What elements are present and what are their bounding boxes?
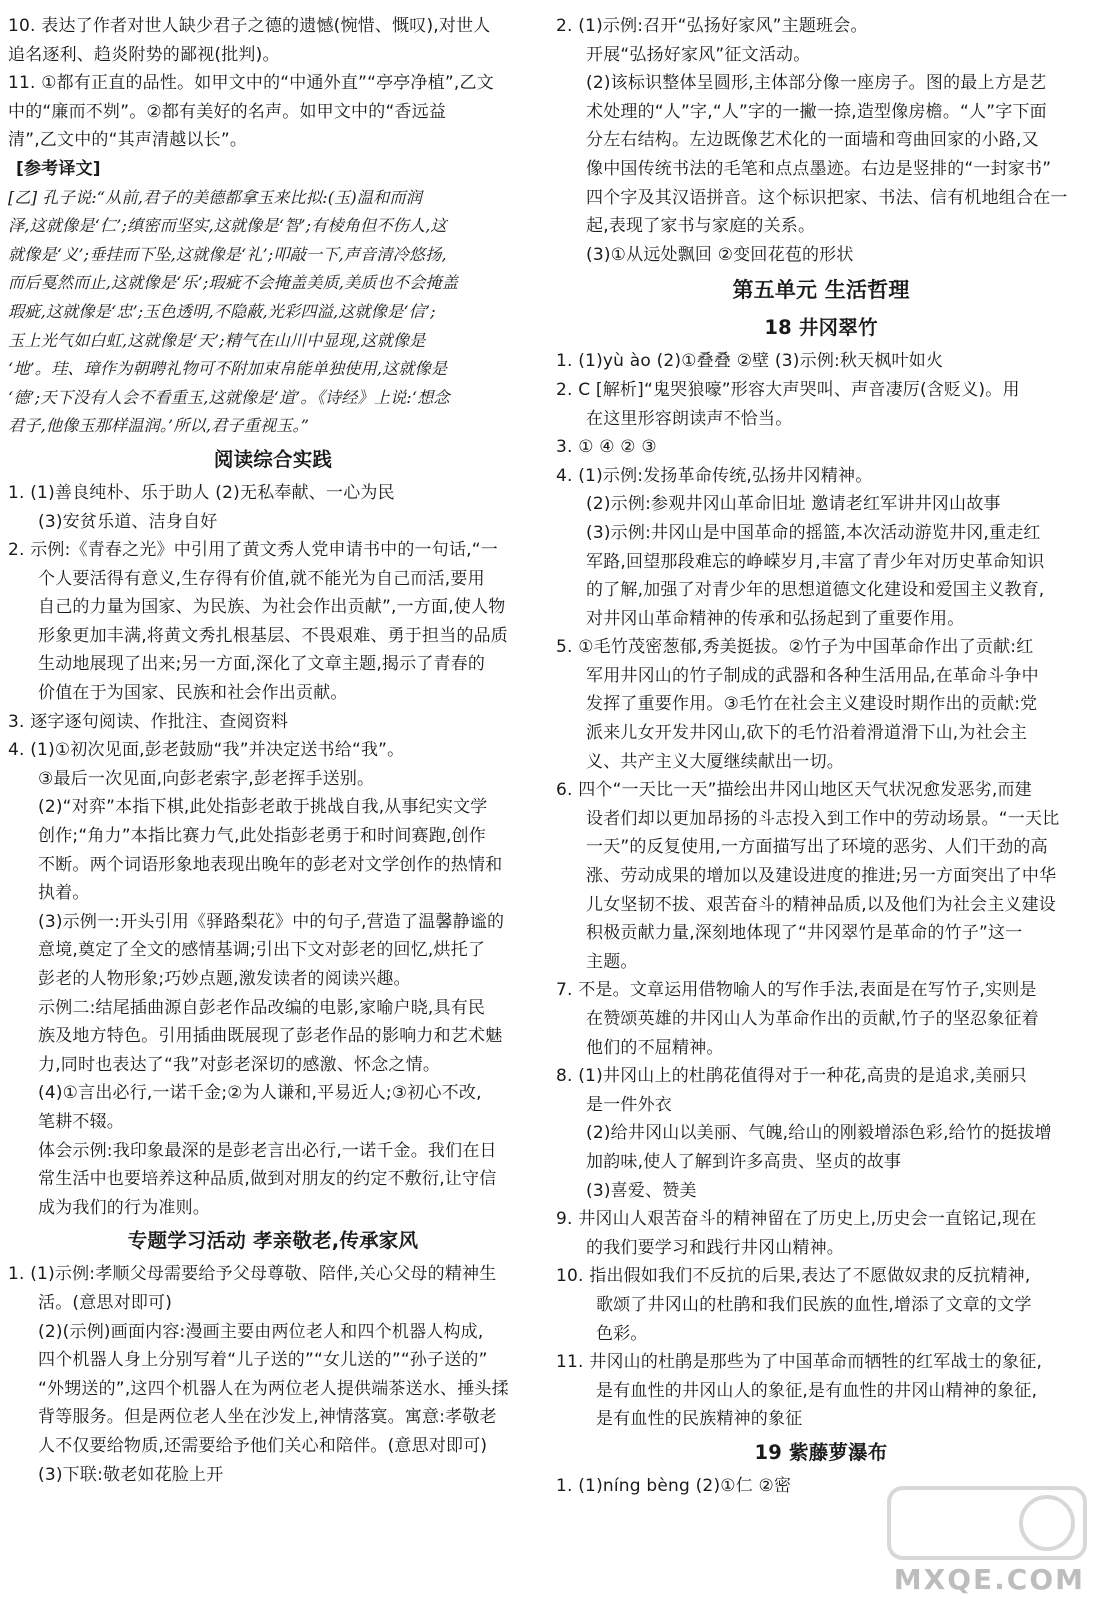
- text-line: 笔耕不辍。: [38, 1111, 124, 1132]
- text-line: 4. (1)示例:发扬革命传统,弘扬井冈精神。: [556, 465, 873, 486]
- text-line: 活。(意思对即可): [38, 1292, 173, 1313]
- section-title-reading-practice: 阅读综合实践: [213, 447, 333, 471]
- text-line: 背等服务。但是两位老人坐在沙发上,神情落寞。寓意:孝敬老: [38, 1407, 497, 1428]
- text-line: 1. (1)示例:孝顺父母需要给予父母尊敬、陪伴,关心父母的精神生: [8, 1264, 497, 1285]
- lesson-19-title: 19 紫藤萝瀑布: [754, 1440, 888, 1464]
- text-line: 泽,这就像是‘仁’;缜密而坚实,这就像是‘智’;有棱角但不伤人,这: [8, 216, 447, 236]
- text-line: (3)①从远处飘回 ②变回花苞的形状: [586, 244, 854, 265]
- text-line: 形象更加丰满,将黄文秀扎根基层、不畏艰难、勇于担当的品质: [38, 625, 509, 646]
- text-line: 2. 示例:《青春之光》中引用了黄文秀人党申请书中的一句话,“一: [8, 540, 498, 561]
- text-line: 示例二:结尾插曲源自彭老作品改编的电影,家喻户晓,具有民: [38, 997, 486, 1018]
- text-line: 四个字及其汉语拼音。这个标识把家、书法、信有机地组合在一: [586, 187, 1068, 208]
- text-line: (2)该标识整体呈圆形,主体部分像一座房子。图的最上方是艺: [586, 73, 1047, 94]
- text-line: 军用井冈山的竹子制成的武器和各种生活用品,在革命斗争中: [586, 665, 1039, 686]
- text-line: 个人要活得有意义,生存得有价值,就不能光为自己而活,要用: [38, 568, 485, 589]
- text-line: 1. (1)善良纯朴、乐于助人 (2)无私奉献、一心为民: [8, 482, 395, 503]
- reference-translation: [8, 184, 538, 441]
- text-line: (2)“对弈”本指下棋,此处指彭老敢于挑战自我,从事纪实文学: [38, 797, 488, 818]
- text-line: 在赞颂英雄的井冈山人为革命作出的贡献,竹子的坚忍象征着: [586, 1009, 1039, 1029]
- left-column: [8, 12, 538, 1489]
- text-line: (3)下联:敬老如花脸上开: [38, 1464, 224, 1485]
- text-line: 儿女坚韧不拔、艰苦奋斗的精神品质,以及他们为社会主义建设: [586, 894, 1057, 915]
- text-line: 价值在于为国家、民族和社会作出贡献。: [38, 683, 348, 704]
- text-line: 积极贡献力量,深刻地体现了“井冈翠竹是革命的竹子”这一: [586, 923, 1023, 944]
- text-line: 体会示例:我印象最深的是彭老言出必行,一诺千金。我们在日: [38, 1140, 497, 1161]
- text-line: 3. 逐字逐句阅读、作批注、查阅资料: [8, 711, 289, 732]
- text-line: 4. (1)①初次见面,彭老鼓励“我”并决定送书给“我”。: [8, 740, 405, 761]
- text-line: 生动地展现了出来;另一方面,深化了文章主题,揭示了青春的: [38, 654, 486, 675]
- text-line: “外甥送的”,这四个机器人在为两位老人提供端茶送水、捶头揉: [38, 1378, 509, 1399]
- text-line: 军路,回望那段难忘的峥嵘岁月,丰富了青少年对历史革命知识: [586, 551, 1045, 572]
- text-line: 的了解,加强了对青少年的思想道德文化建设和爱国主义教育,: [586, 580, 1045, 601]
- text-line: 自己的力量为国家、为民族、为社会作出贡献”,一方面,使人物: [38, 597, 506, 618]
- text-line: (3)示例一:开头引用《驿路梨花》中的句子,营造了温馨静谧的: [38, 911, 505, 932]
- text-line: (3)喜爱、赞美: [586, 1180, 697, 1201]
- text-line: 执着。: [38, 883, 90, 904]
- text-line: 色彩。: [596, 1323, 648, 1344]
- text-line: 常生活中也要培养这种品质,做到对朋友的约定不敷衍,让守信: [38, 1169, 497, 1190]
- text-line: 是有血性的民族精神的象征: [596, 1409, 803, 1430]
- text-line: 11. ①都有正直的品性。如甲文中的“中通外直”“亭亭净植”,乙文: [8, 73, 494, 94]
- answers-10-11: [8, 12, 538, 155]
- text-line: [乙] 孔子说:“从前,君子的美德都拿玉来比拟:(玉)温和而润: [8, 187, 422, 207]
- text-line: 1. (1)yù ào (2)①叠叠 ②壁 (3)示例:秋天枫叶如火: [556, 351, 944, 372]
- reading-practice-answers: [8, 479, 538, 1222]
- text-line: 10. 指出假如我们不反抗的后果,表达了不愿做奴隶的反抗精神,: [556, 1266, 1031, 1287]
- right-column: [556, 12, 1086, 1501]
- text-line: 成为我们的行为准则。: [38, 1197, 210, 1218]
- text-line: 开展“弘扬好家风”征文活动。: [586, 44, 811, 65]
- text-line: 是有血性的井冈山人的象征,是有血性的井冈山精神的象征,: [596, 1380, 1038, 1401]
- text-line: 清”,乙文中的“其声清越以长”。: [8, 130, 248, 151]
- text-line: (4)①言出必行,一诺千金;②为人谦和,平易近人;③初心不改,: [38, 1083, 482, 1104]
- text-line: 是一件外衣: [586, 1094, 672, 1115]
- text-line: 7. 不是。文章运用借物喻人的写作手法,表面是在写竹子,实则是: [556, 980, 1037, 1001]
- family-tradition-answers: [8, 1260, 538, 1489]
- text-line: 中的“廉而不刿”。②都有美好的名声。如甲文中的“香远益: [8, 101, 447, 122]
- text-line: 主题。: [586, 951, 638, 972]
- text-line: 的我们要学习和践行井冈山精神。: [586, 1237, 844, 1258]
- text-line: 追名逐利、趋炎附势的鄙视(批判)。: [8, 44, 280, 65]
- text-line: 5. ①毛竹茂密葱郁,秀美挺拔。②竹子为中国革命作出了贡献:红: [556, 637, 1034, 658]
- section-title-family-tradition: 专题学习活动 孝亲敬老,传承家风: [127, 1229, 419, 1253]
- text-line: 11. 井冈山的杜鹃是那些为了中国革命而牺牲的红军战士的象征,: [556, 1352, 1043, 1373]
- text-line: 意境,奠定了全文的感情基调;引出下文对彭老的回忆,烘托了: [38, 940, 486, 961]
- text-line: 族及地方特色。引用插曲既展现了彭老作品的影响力和艺术魅: [38, 1026, 503, 1047]
- text-line: 彭老的人物形象;巧妙点题,激发读者的阅读兴趣。: [38, 969, 411, 989]
- text-line: 1. (1)níng bèng (2)①仁 ②密: [556, 1475, 792, 1496]
- text-line: 9. 井冈山人艰苦奋斗的精神留在了历史上,历史会一直铭记,现在: [556, 1209, 1037, 1230]
- text-line: (2)(示例)画面内容:漫画主要由两位老人和四个机器人构成,: [38, 1321, 484, 1342]
- text-line: 术处理的“人”字,“人”字的一撇一捺,造型像房檐。“人”字下面: [586, 101, 1047, 122]
- text-line: 像中国传统书法的毛笔和点点墨迹。右边是竖排的“一封家书”: [586, 158, 1052, 179]
- family-tradition-answers-cont: [556, 12, 1086, 269]
- text-line: 在这里形容朗读声不恰当。: [586, 408, 793, 429]
- text-line: 加韵味,使人了解到许多高贵、坚贞的故事: [586, 1151, 902, 1172]
- text-line: (3)示例:井冈山是中国革命的摇篮,本次活动游览井冈,重走红: [586, 522, 1041, 543]
- text-line: 对井冈山革命精神的传承和弘扬起到了重要作用。: [586, 608, 965, 629]
- text-line: 10. 表达了作者对世人缺少君子之德的遗憾(惋惜、慨叹),对世人: [8, 16, 491, 36]
- text-line: 3. ① ④ ② ③: [556, 437, 657, 458]
- reference-translation-heading: [参考译文]: [16, 158, 101, 179]
- text-line: (2)示例:参观井冈山革命旧址 邀请老红军讲井冈山故事: [586, 494, 1001, 515]
- text-line: 四个机器人身上分别写着“儿子送的”“女儿送的”“孙子送的”: [38, 1350, 488, 1371]
- text-line: 设者们却以更加昂扬的斗志投入到工作中的劳动场景。“一天比: [586, 808, 1060, 829]
- text-line: ‘地’。珪、璋作为朝聘礼物可不附加束帛能单独使用,这就像是: [8, 359, 448, 379]
- text-line: 他们的不屈精神。: [586, 1037, 724, 1058]
- unit-title: 第五单元 生活哲理: [732, 278, 910, 303]
- lesson-18-title: 18 井冈翠竹: [764, 316, 878, 340]
- text-line: 创作;“角力”本指比赛力气,此处指彭老勇于和时间赛跑,创作: [38, 826, 486, 847]
- text-line: 人不仅要给物质,还需要给予他们关心和陪伴。(意思对即可): [38, 1435, 488, 1456]
- text-line: 8. (1)井冈山上的杜鹃花值得对于一种花,高贵的是追求,美丽只: [556, 1066, 1027, 1087]
- text-line: 2. C [解析]“鬼哭狼嚎”形容大声哭叫、声音凄厉(含贬义)。用: [556, 379, 1020, 400]
- text-line: 不断。两个词语形象地表现出晚年的彭老对文学创作的热情和: [38, 854, 503, 875]
- text-line: 发挥了重要作用。③毛竹在社会主义建设时期作出的贡献:党: [586, 694, 1038, 715]
- text-line: 分左右结构。左边既像艺术化的一面墙和弯曲回家的小路,又: [586, 130, 1039, 151]
- text-line: 而后戛然而止,这就像是‘乐’;瑕疵不会掩盖美质,美质也不会掩盖: [8, 273, 459, 293]
- text-line: ‘德’;天下没有人会不看重玉,这就像是‘道’。《诗经》上说:‘想念: [8, 387, 450, 407]
- watermark-text: MXQE.COM: [893, 1563, 1085, 1596]
- text-line: 玉上光气如白虹,这就像是‘天’;精气在山川中显现,这就像是: [8, 330, 426, 350]
- lesson-18-answers: [556, 347, 1086, 1434]
- text-line: 一天”的反复使用,一方面描写出了环境的恶劣、人们干劲的高: [586, 837, 1048, 858]
- text-line: 义、共产主义大厦继续献出一切。: [586, 751, 844, 772]
- text-line: 瑕疵,这就像是‘忠’;玉色透明,不隐蔽,光彩四溢,这就像是‘信’;: [8, 301, 436, 321]
- text-line: (2)给井冈山以美丽、气魄,给山的刚毅增添色彩,给竹的挺拔增: [586, 1123, 1052, 1144]
- text-line: (3)安贫乐道、洁身自好: [38, 511, 218, 532]
- text-line: 就像是‘义’;垂挂而下坠,这就像是‘礼’;叩敲一下,声音清冷悠扬,: [8, 244, 447, 264]
- text-line: ③最后一次见面,向彭老索字,彭老挥手送别。: [38, 768, 375, 789]
- text-line: 歌颂了井冈山的杜鹃和我们民族的血性,增添了文章的文学: [596, 1294, 1032, 1315]
- text-line: 力,同时也表达了“我”对彭老深切的感激、怀念之情。: [38, 1054, 441, 1075]
- text-line: 6. 四个“一天比一天”描绘出井冈山地区天气状况愈发恶劣,而建: [556, 780, 1032, 801]
- text-line: 2. (1)示例:召开“弘扬好家风”主题班会。: [556, 16, 868, 36]
- text-line: 君子,他像玉那样温润。’所以,君子重视玉。”: [8, 416, 310, 436]
- text-line: 派来儿女开发井冈山,砍下的毛竹沿着滑道滑下山,为社会主: [586, 723, 1028, 744]
- text-line: 涨、劳动成果的增加以及建设进度的推进;另一方面突出了中华: [586, 866, 1057, 887]
- text-line: 起,表现了家书与家庭的关系。: [586, 216, 816, 237]
